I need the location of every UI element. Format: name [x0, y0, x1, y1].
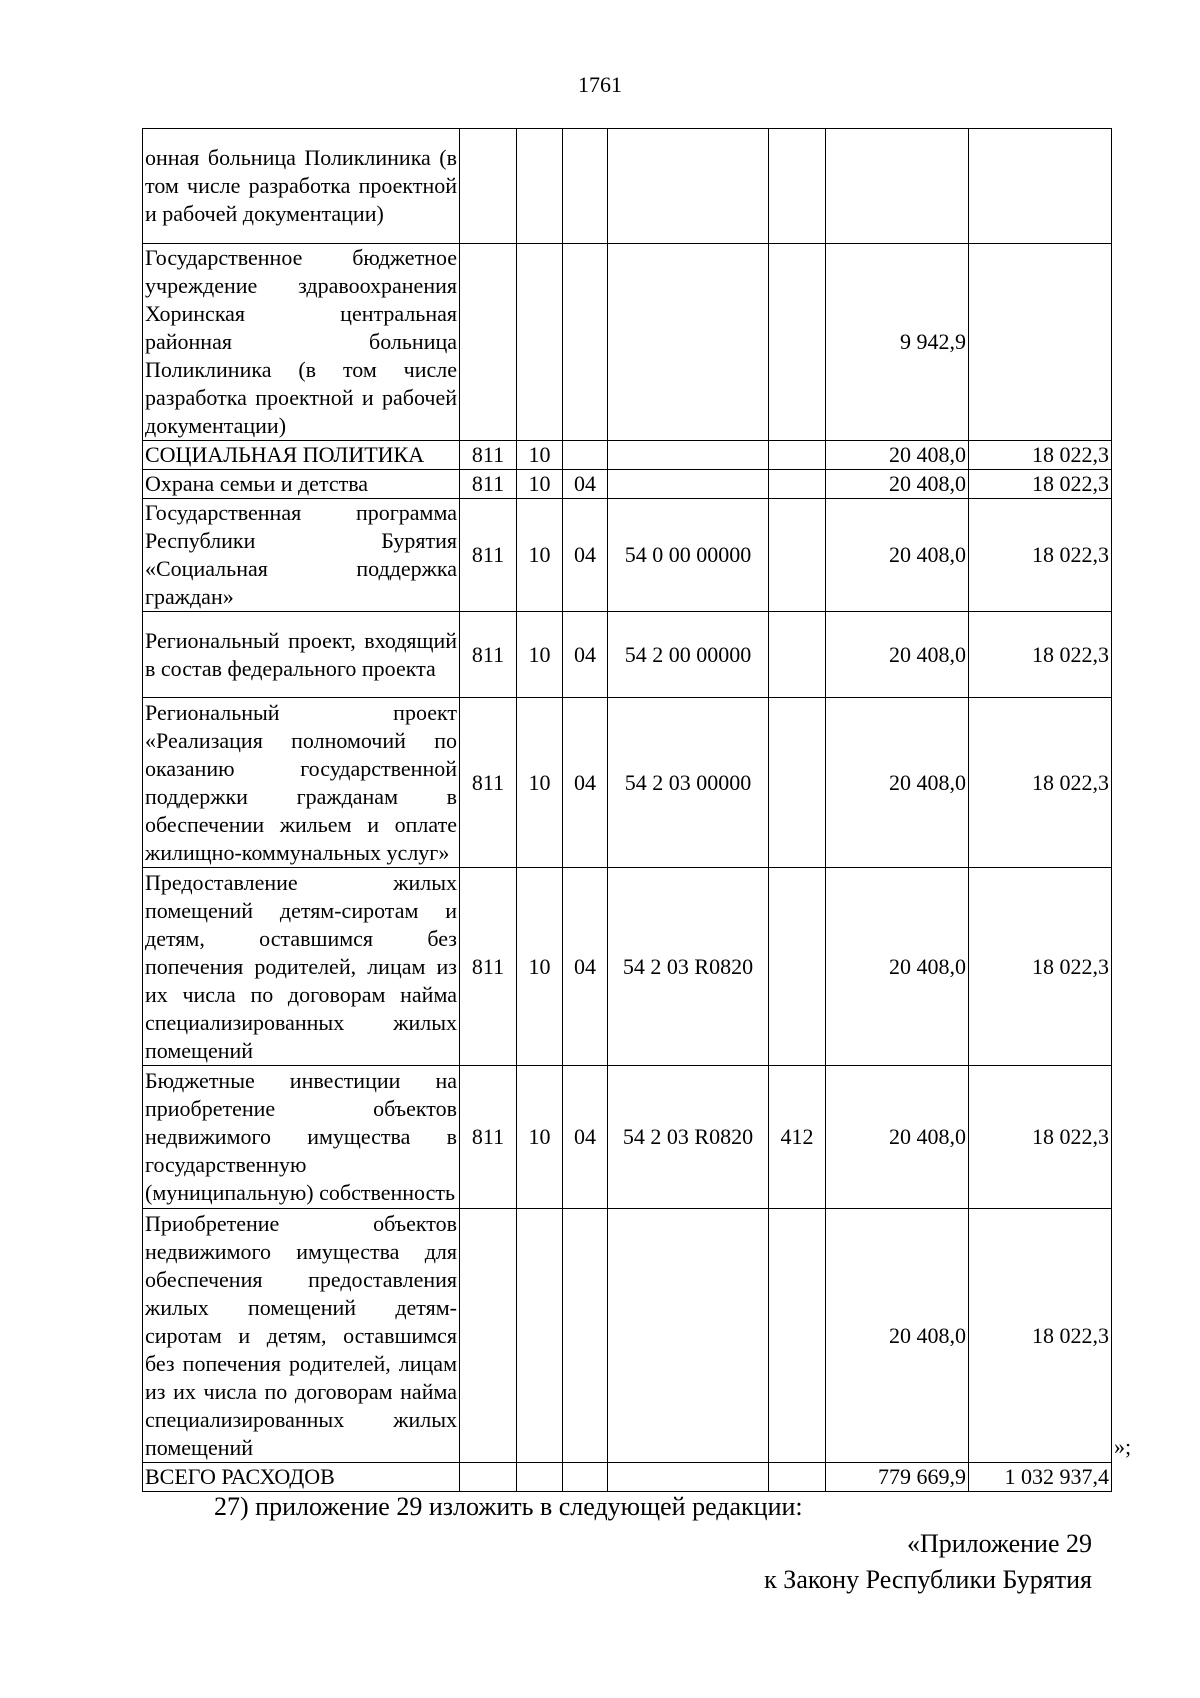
expense-type-cell [769, 441, 826, 470]
subsection-cell [563, 1463, 608, 1492]
table-row [143, 441, 1112, 470]
amount-year1-cell: 779 669,9 [826, 1463, 969, 1492]
amount-year2-cell [969, 129, 1112, 244]
grbs-cell [460, 1463, 517, 1492]
amount-year2-cell: 18 022,3 [969, 868, 1112, 1066]
table-row [143, 868, 1112, 1066]
expense-type-cell [769, 868, 826, 1066]
section-cell: 10 [517, 470, 563, 499]
row-name-cell: онная больница Поликлиника (в том числе разработка проектной и рабочей документации) [143, 129, 460, 244]
table-row [143, 1463, 1112, 1492]
amount-year2-cell: 18 022,3 [969, 1209, 1112, 1463]
subsection-cell: 04 [563, 1066, 608, 1209]
target-article-cell: 54 2 03 R0820 [608, 868, 769, 1066]
amount-year1-cell: 20 408,0 [826, 441, 969, 470]
amount-year1-cell: 9 942,9 [826, 244, 969, 441]
expense-type-cell [769, 1463, 826, 1492]
row-name-cell: Предоставление жилых помещений детям-сиротам и детям, оставшимся без попечения родителей, лицам из их числа по договорам найма специализированных жилых помещений [143, 868, 460, 1066]
budget-table [142, 128, 1112, 1492]
row-name-cell: Региональный проект, входящий в состав федерального проекта [143, 612, 460, 698]
closing-quote: »; [1114, 1434, 1132, 1459]
section-cell: 10 [517, 441, 563, 470]
grbs-cell: 811 [460, 441, 517, 470]
amount-year1-cell [826, 129, 969, 244]
table-row [143, 499, 1112, 612]
row-name-cell: Бюджетные инвестиции на приобретение объектов недвижимого имущества в государственную (муниципальную) собственность [143, 1066, 460, 1209]
amount-year1-cell: 20 408,0 [826, 868, 969, 1066]
section-cell: 10 [517, 1066, 563, 1209]
expense-type-cell [769, 1209, 826, 1463]
appendix-title: «Приложение 29 [906, 1529, 1092, 1558]
row-name-cell: Государственная программа Республики Бурятия «Социальная поддержка граждан» [143, 499, 460, 612]
subsection-cell: 04 [563, 698, 608, 868]
amendment-paragraph: 27) приложение 29 изложить в следующей редакции: [214, 1492, 803, 1521]
grbs-cell: 811 [460, 698, 517, 868]
table-row [143, 244, 1112, 441]
grbs-cell [460, 1209, 517, 1463]
row-name-cell: Приобретение объектов недвижимого имущества для обеспечения предоставления жилых помещений детям-сиротам и детям, оставшимся без попечения родителей, лицам из их числа по договорам найма специализированных жилых помещений [143, 1209, 460, 1463]
amount-year2-cell [969, 244, 1112, 441]
table-row [143, 698, 1112, 868]
section-cell [517, 244, 563, 441]
subsection-cell [563, 441, 608, 470]
amount-year2-cell: 18 022,3 [969, 441, 1112, 470]
grbs-cell: 811 [460, 612, 517, 698]
amount-year1-cell: 20 408,0 [826, 499, 969, 612]
amount-year1-cell: 20 408,0 [826, 1209, 969, 1463]
amount-year2-cell: 18 022,3 [969, 612, 1112, 698]
amount-year2-cell: 18 022,3 [969, 1066, 1112, 1209]
grbs-cell: 811 [460, 1066, 517, 1209]
amount-year1-cell: 20 408,0 [826, 612, 969, 698]
appendix-law-ref: к Закону Республики Бурятия [764, 1565, 1092, 1594]
expense-type-cell [769, 612, 826, 698]
subsection-cell: 04 [563, 868, 608, 1066]
expense-type-cell: 412 [769, 1066, 826, 1209]
expense-type-cell [769, 499, 826, 612]
grbs-cell: 811 [460, 470, 517, 499]
section-cell [517, 1209, 563, 1463]
subsection-cell: 04 [563, 612, 608, 698]
row-name-cell: ВСЕГО РАСХОДОВ [143, 1463, 460, 1492]
target-article-cell [608, 1209, 769, 1463]
table-row [143, 129, 1112, 244]
target-article-cell: 54 2 03 R0820 [608, 1066, 769, 1209]
target-article-cell [608, 470, 769, 499]
expense-type-cell [769, 129, 826, 244]
target-article-cell [608, 1463, 769, 1492]
table-row [143, 612, 1112, 698]
table-row [143, 470, 1112, 499]
amount-year2-cell: 18 022,3 [969, 499, 1112, 612]
section-cell [517, 1463, 563, 1492]
subsection-cell: 04 [563, 470, 608, 499]
target-article-cell [608, 441, 769, 470]
amount-year1-cell: 20 408,0 [826, 698, 969, 868]
subsection-cell [563, 129, 608, 244]
target-article-cell [608, 129, 769, 244]
amount-year2-cell: 18 022,3 [969, 698, 1112, 868]
grbs-cell: 811 [460, 868, 517, 1066]
expense-type-cell [769, 470, 826, 499]
subsection-cell [563, 1209, 608, 1463]
subsection-cell [563, 244, 608, 441]
target-article-cell [608, 244, 769, 441]
table-row [143, 1209, 1112, 1463]
expense-type-cell [769, 698, 826, 868]
target-article-cell: 54 2 03 00000 [608, 698, 769, 868]
grbs-cell: 811 [460, 499, 517, 612]
page-number: 1761 [578, 72, 622, 97]
row-name-cell: СОЦИАЛЬНАЯ ПОЛИТИКА [143, 441, 460, 470]
amount-year2-cell: 1 032 937,4 [969, 1463, 1112, 1492]
expense-type-cell [769, 244, 826, 441]
section-cell: 10 [517, 499, 563, 612]
row-name-cell: Региональный проект «Реализация полномочий по оказанию государственной поддержки гражданам в обеспечении жильем и оплате жилищно-коммунальных услуг» [143, 698, 460, 868]
target-article-cell: 54 2 00 00000 [608, 612, 769, 698]
target-article-cell: 54 0 00 00000 [608, 499, 769, 612]
appendix-heading [764, 1526, 1092, 1598]
grbs-cell [460, 244, 517, 441]
amount-year1-cell: 20 408,0 [826, 470, 969, 499]
table-row [143, 1066, 1112, 1209]
section-cell: 10 [517, 698, 563, 868]
section-cell [517, 129, 563, 244]
amount-year2-cell: 18 022,3 [969, 470, 1112, 499]
section-cell: 10 [517, 612, 563, 698]
grbs-cell [460, 129, 517, 244]
amount-year1-cell: 20 408,0 [826, 1066, 969, 1209]
subsection-cell: 04 [563, 499, 608, 612]
section-cell: 10 [517, 868, 563, 1066]
row-name-cell: Охрана семьи и детства [143, 470, 460, 499]
row-name-cell: Государственное бюджетное учреждение здравоохранения Хоринская центральная районная больница Поликлиника (в том числе разработка проектной и рабочей документации) [143, 244, 460, 441]
